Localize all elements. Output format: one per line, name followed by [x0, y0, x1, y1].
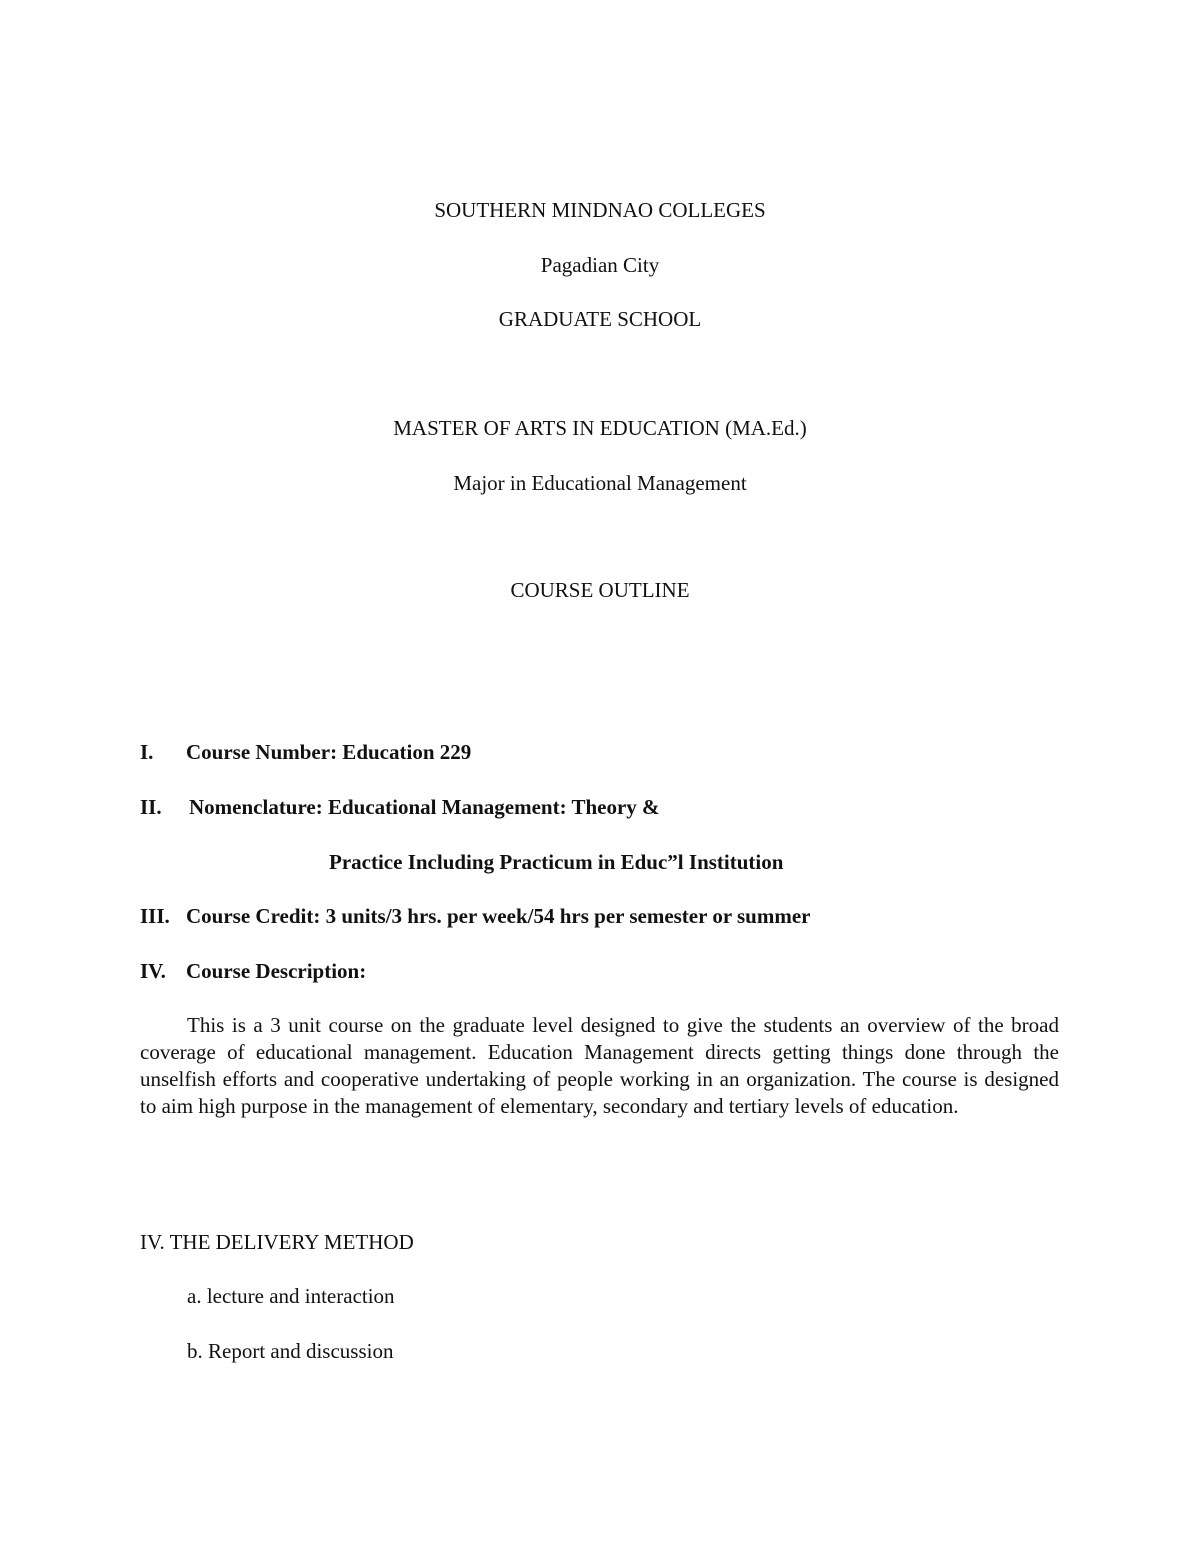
- course-description-heading: [140, 959, 366, 984]
- document-title: COURSE OUTLINE: [510, 578, 690, 602]
- school-name: GRADUATE SCHOOL: [498, 307, 702, 331]
- section-numeral: I.: [140, 740, 154, 764]
- section-numeral: III.: [140, 904, 170, 928]
- institution-name: SOUTHERN MINDNAO COLLEGES: [434, 198, 766, 222]
- major-title: Major in Educational Management: [453, 471, 747, 495]
- nomenclature-item: [140, 795, 660, 820]
- section-numeral: IV.: [140, 959, 166, 983]
- course-credit-item: [140, 904, 810, 929]
- section-numeral: II.: [140, 795, 162, 819]
- course-description-label: Course Description:: [186, 959, 367, 983]
- degree-title: MASTER OF ARTS IN EDUCATION (MA.Ed.): [393, 416, 807, 440]
- course-number-item: [140, 740, 471, 765]
- delivery-method-heading: IV. THE DELIVERY METHOD: [140, 1230, 414, 1254]
- course-credit-text: Course Credit: 3 units/3 hrs. per week/54 hrs per semester or summer: [186, 904, 811, 928]
- course-description-paragraph: This is a 3 unit course on the graduate level designed to give the students an overview of the broad coverage of educational management. Education Management directs getting things done through the unselfish efforts and cooperative undertaking of people working in an organization. The course is designed to aim high purpose in the management of elementary, secondary and tertiary levels of education.: [140, 1013, 1059, 1118]
- delivery-method-item: b. Report and discussion: [187, 1339, 394, 1363]
- course-number-text: Course Number: Education 229: [186, 740, 472, 764]
- delivery-method-item: a. lecture and interaction: [187, 1284, 395, 1308]
- course-description-body: [140, 1012, 1059, 1120]
- nomenclature-text: Nomenclature: Educational Management: Theory &: [189, 795, 660, 819]
- city-name: Pagadian City: [540, 253, 660, 277]
- nomenclature-continuation: Practice Including Practicum in Educ”l Institution: [329, 850, 784, 874]
